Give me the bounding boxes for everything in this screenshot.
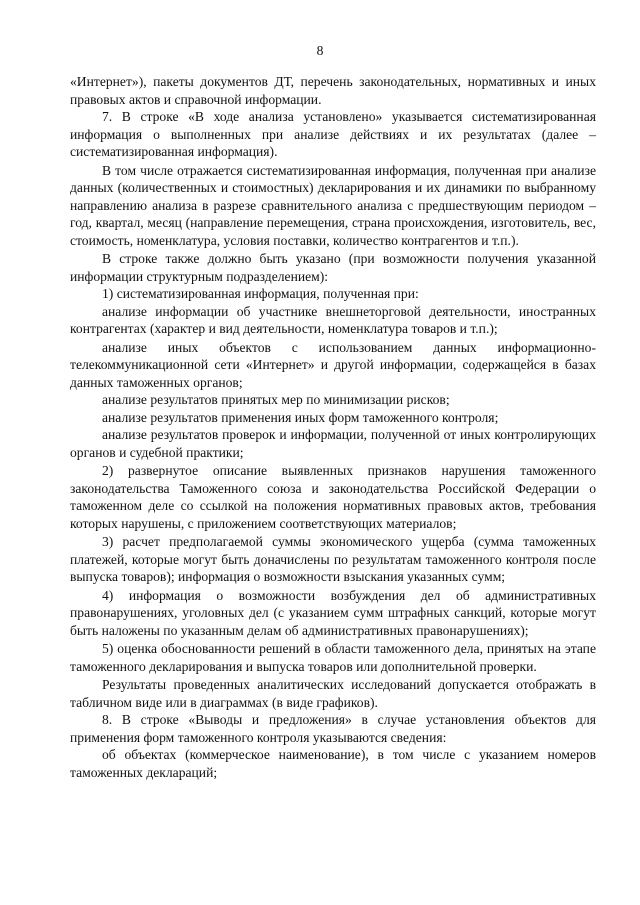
paragraph: об объектах (коммерческое наименование), в том числе с указанием номеров таможенных деклараций; — [70, 747, 596, 780]
paragraph: В строке также должно быть указано (при возможности получения указанной информации структурным подразделением): — [70, 251, 596, 284]
paragraph: анализе результатов проверок и информации, полученной от иных контролирующих органов и судебной практики; — [70, 427, 596, 460]
paragraph: 4) информация о возможности возбуждения дел об административных правонарушениях, уголовных дел (с указанием сумм штрафных санкций, которые могут быть наложены по указанным делам об административных правонарушениях); — [70, 587, 596, 638]
paragraph: 5) оценка обоснованности решений в области таможенного дела, принятых на этапе таможенного декларирования и выпуска товаров или дополнительной проверки. — [70, 641, 596, 674]
paragraph: 8. В строке «Выводы и предложения» в случае установления объектов для применения форм таможенного контроля указываются сведения: — [70, 712, 596, 745]
paragraph: анализе результатов применения иных форм таможенного контроля; — [102, 409, 499, 425]
paragraph: 1) систематизированная информация, полученная при: — [102, 286, 419, 301]
paragraph: 2) развернутое описание выявленных признаков нарушения таможенного законодательства Таможенного союза и законодательства Российской Федерации о таможенном деле со ссылкой на положения нормативных правовых актов, требования которых нарушены, с приложением соответствующих материалов; — [70, 463, 596, 531]
paragraph: анализе информации об участнике внешнеторговой деятельности, иностранных контрагентах (характер и вид деятельности, номенклатура товаров и т.п.); — [70, 303, 596, 336]
page-number: 8 — [316, 43, 324, 58]
paragraph: анализе результатов принятых мер по минимизации рисков; — [102, 392, 450, 407]
paragraph: Результаты проведенных аналитических исследований допускается отображать в табличном виде или в диаграммах (в виде графиков). — [70, 677, 596, 710]
paragraph: 3) расчет предполагаемой суммы экономического ущерба (сумма таможенных платежей, которые могут быть доначислены по результатам таможенного контроля после выпуска товаров); информация о возможности взыскания указанных сумм; — [70, 534, 596, 584]
paragraph: анализе иных объектов с использованием данных информационно-телекоммуникационной сети «Интернет» и другой информации, содержащейся в базах данных таможенных органов; — [70, 339, 596, 390]
paragraph: В том числе отражается систематизированная информация, полученная при анализе данных (количественных и стоимостных) декларирования и их динамики по выбранному направлению анализа в разрезе сравнительного анализа с предшествующим периодом – год, квартал, месяц (направление перемещения, страна происхождения, изготовитель, вес, стоимость, номенклатура, условия поставки, количество контрагентов и т.п.). — [70, 162, 596, 248]
document-body — [70, 73, 596, 781]
paragraph: 7. В строке «В ходе анализа установлено» указывается систематизированная информация о выполненных при анализе действиях и их результатах (далее – систематизированная информация). — [70, 109, 596, 159]
paragraph: «Интернет»), пакеты документов ДТ, перечень законодательных, нормативных и иных правовых актов и справочной информации. — [70, 74, 596, 107]
